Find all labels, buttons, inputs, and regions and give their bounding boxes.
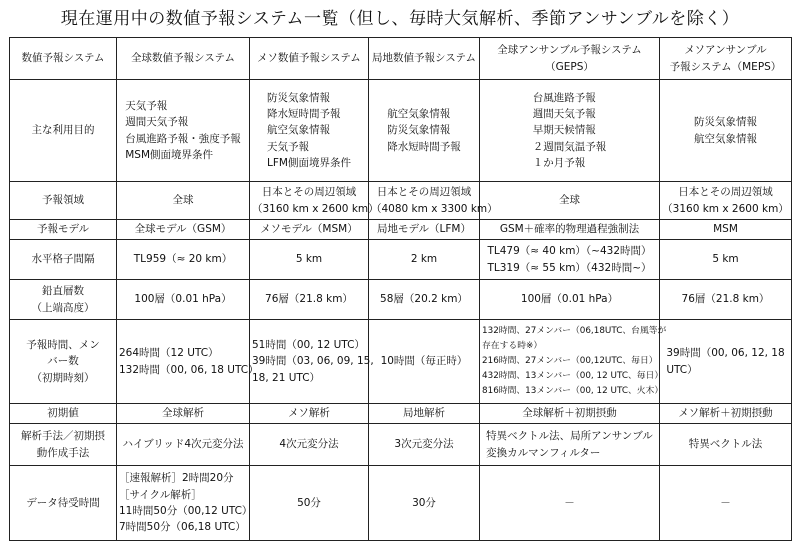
- cell-line: 全球モデル（GSM）: [134, 223, 232, 236]
- cell-line: 予報モデル: [37, 223, 89, 236]
- cell-wait-geps: [480, 466, 660, 541]
- cell-line: データ待受時間: [26, 496, 100, 509]
- cell-line: 76層（21.8 km）: [681, 293, 770, 306]
- cell-lines: [666, 345, 784, 378]
- cell-line: 台風進路予報・強度予報: [125, 132, 241, 145]
- cell-line: 5 km: [295, 253, 323, 266]
- header-gsm: [117, 38, 250, 80]
- cell-line: 日本とその周辺領域: [261, 186, 357, 199]
- cell-grid-gsm: [117, 240, 250, 280]
- header-msm: [250, 38, 369, 80]
- header-geps: [480, 38, 660, 80]
- cell-line: （3160 km x 2600 km）: [662, 202, 789, 215]
- table-row: [10, 404, 792, 424]
- cell-lines: [387, 106, 461, 155]
- cell-line: （上端高度）: [31, 301, 95, 314]
- cell-line: 39時間（00, 06, 12, 18: [666, 347, 785, 360]
- cell-line: 局地モデル（LFM）: [377, 223, 471, 236]
- cell-line: ２週間気温予報: [532, 140, 607, 153]
- row-label-time: [10, 320, 117, 404]
- table-row: [10, 466, 792, 541]
- cell-line: UTC）: [666, 363, 698, 376]
- cell-usage-lfm: [369, 80, 480, 182]
- cell-line: メソ解析: [288, 407, 330, 420]
- cell-line: 76層（21.8 km）: [265, 293, 353, 306]
- cell-time-lfm: [369, 320, 480, 404]
- cell-line: 特異ベクトル法、局所アンサンブル: [486, 430, 653, 443]
- table-row: [10, 424, 792, 466]
- cell-domain-msm: [250, 182, 379, 220]
- cell-line: 216時間、27メンバー（00,12UTC、毎日）: [482, 356, 658, 367]
- cell-lines: [119, 345, 259, 378]
- cell-line: ハイブリッド4次元変分法: [122, 438, 244, 451]
- cell-usage-gsm: [117, 80, 250, 182]
- cell-init-gsm: [117, 404, 250, 424]
- cell-line: （初期時刻）: [31, 371, 95, 384]
- cell-model-lfm: [369, 220, 480, 240]
- cell-line: 2 km: [410, 253, 438, 266]
- header-system: [10, 38, 117, 80]
- cell-line: 58層（20.2 km）: [380, 293, 468, 306]
- cell-model-geps: [480, 220, 660, 240]
- table-row: [10, 240, 792, 280]
- cell-domain-gsm: [117, 182, 250, 220]
- cell-line: 防災気象情報: [387, 124, 451, 137]
- row-label-wait: [10, 466, 117, 541]
- cell-line: MSM側面境界条件: [125, 148, 214, 161]
- cell-line: 30分: [412, 496, 436, 509]
- cell-lines: [533, 90, 607, 171]
- cell-levels-geps: [480, 280, 660, 320]
- cell-line: 降水短時間予報: [267, 108, 341, 121]
- header-row: [10, 38, 792, 80]
- cell-lines: [125, 98, 241, 163]
- cell-line: 3次元変分法: [394, 438, 454, 451]
- cell-lines: [694, 114, 757, 147]
- cell-line: 50分: [297, 496, 321, 509]
- cell-line: 432時間、13メンバー（00, 12 UTC、毎日）: [482, 370, 664, 381]
- cell-line: LFM側面境界条件: [267, 156, 351, 169]
- table-row: [10, 280, 792, 320]
- cell-line: 100層（0.01 hPa）: [520, 293, 619, 306]
- cell-line: 数値予報システム: [21, 52, 105, 65]
- cell-lines: [267, 90, 351, 171]
- cell-line: 39時間（03, 06, 09, 15,: [252, 355, 374, 368]
- cell-line: メソ数値予報システム: [257, 52, 361, 65]
- cell-usage-meps: [660, 80, 792, 182]
- row-label-usage: [10, 80, 117, 182]
- cell-line: 航空気象情報: [694, 132, 757, 145]
- cell-init-msm: [250, 404, 369, 424]
- cell-line: 防災気象情報: [267, 91, 331, 104]
- cell-lines: [486, 428, 653, 461]
- cell-line: 51時間（00, 12 UTC）: [252, 339, 365, 352]
- cell-levels-msm: [250, 280, 369, 320]
- cell-line: 航空気象情報: [267, 124, 331, 137]
- cell-line: 7時間50分（06,18 UTC）: [119, 521, 246, 534]
- cell-line: 鉛直層数: [42, 285, 84, 298]
- cell-line: GSM＋確率的物理過程強制法: [499, 223, 640, 236]
- cell-lines: [119, 470, 252, 535]
- cell-line: （4080 km x 3300 km）: [371, 202, 498, 215]
- cell-line: 早期天候情報: [532, 124, 596, 137]
- cell-line: 予報システム（MEPS）: [669, 60, 782, 73]
- row-label-domain: [10, 182, 117, 220]
- cell-line: 264時間（12 UTC）: [119, 347, 219, 360]
- cell-levels-lfm: [369, 280, 480, 320]
- cell-time-geps: [480, 320, 667, 404]
- cell-line: 予報時間、メン: [26, 339, 100, 352]
- cell-line: 4次元変分法: [279, 438, 339, 451]
- cell-line: 816時間、13メンバー（00, 12 UTC、火木）: [482, 385, 664, 396]
- cell-method-gsm: [117, 424, 250, 466]
- cell-wait-meps: [660, 466, 792, 541]
- cell-line: １か月予報: [532, 156, 586, 169]
- page-title: 現在運用中の数値予報システム一覧（但し、毎時大気解析、季節アンサンブルを除く）: [60, 9, 740, 29]
- cell-line: 全球: [559, 194, 580, 207]
- cell-model-msm: [250, 220, 369, 240]
- cell-time-gsm: [117, 320, 259, 404]
- cell-line: 全球: [172, 194, 194, 207]
- cell-wait-lfm: [369, 466, 480, 541]
- cell-line: －: [564, 496, 575, 509]
- cell-method-geps: [480, 424, 660, 466]
- cell-model-gsm: [117, 220, 250, 240]
- header-lfm: [369, 38, 480, 80]
- cell-line: 局地数値予報システム: [372, 52, 476, 65]
- cell-line: 132時間、27メンバー（06,18UTC、台風等が: [482, 326, 667, 337]
- cell-line: 11時間50分（00,12 UTC）: [119, 505, 253, 517]
- cell-line: ［速報解析］2時間20分: [119, 472, 234, 485]
- cell-time-meps: [660, 320, 792, 404]
- cell-line: 天気予報: [125, 99, 168, 112]
- row-label-model: [10, 220, 117, 240]
- cell-levels-gsm: [117, 280, 250, 320]
- cell-line: （3160 km x 2600 km）: [252, 202, 379, 215]
- cell-line: ［サイクル解析］: [119, 488, 202, 501]
- cell-line: 防災気象情報: [694, 116, 757, 129]
- cell-line: 予報領域: [42, 194, 84, 207]
- cell-init-lfm: [369, 404, 480, 424]
- cell-grid-lfm: [369, 240, 480, 280]
- cell-line: 局地解析: [403, 407, 445, 420]
- table-row: [10, 182, 792, 220]
- cell-model-meps: [660, 220, 792, 240]
- cell-line: 全球解析＋初期摂動: [522, 407, 617, 420]
- cell-line: 存在する時※）: [482, 341, 543, 352]
- cell-line: （GEPS）: [545, 60, 594, 73]
- cell-line: 日本とその周辺領域: [376, 186, 472, 199]
- cell-line: 全球数値予報システム: [131, 52, 235, 65]
- cell-line: 特異ベクトル法: [688, 438, 763, 451]
- cell-method-lfm: [369, 424, 480, 466]
- cell-lines: [487, 243, 651, 276]
- cell-line: 天気予報: [267, 140, 310, 153]
- cell-line: 100層（0.01 hPa）: [134, 293, 232, 306]
- row-label-init: [10, 404, 117, 424]
- table-row: [10, 320, 792, 404]
- cell-line: MSM: [713, 223, 738, 236]
- cell-line: 全球アンサンブル予報システム: [497, 44, 642, 57]
- cell-line: 変換カルマンフィルター: [486, 446, 601, 459]
- cell-usage-msm: [250, 80, 369, 182]
- cell-line: 航空気象情報: [387, 108, 451, 121]
- cell-line: 5 km: [712, 253, 739, 266]
- cell-levels-meps: [660, 280, 792, 320]
- nwp-systems-table: [9, 37, 792, 541]
- cell-line: メソ解析＋初期摂動: [678, 407, 773, 420]
- cell-domain-geps: [480, 182, 660, 220]
- cell-init-geps: [480, 404, 660, 424]
- cell-line: 18, 21 UTC）: [252, 371, 321, 384]
- cell-line: メソアンサンブル: [684, 44, 767, 57]
- cell-line: バー数: [47, 355, 79, 368]
- cell-wait-gsm: [117, 466, 253, 541]
- cell-line: －: [720, 496, 731, 509]
- cell-grid-meps: [660, 240, 792, 280]
- table-row: [10, 220, 792, 240]
- cell-line: 解析手法／初期摂: [21, 430, 105, 443]
- cell-line: 週間天気予報: [125, 116, 189, 129]
- cell-line: 水平格子間隔: [31, 253, 95, 266]
- cell-line: 全球解析: [162, 407, 204, 420]
- cell-line: 10時間（毎正時）: [380, 355, 468, 368]
- cell-grid-geps: [480, 240, 660, 280]
- table-row: [10, 80, 792, 182]
- cell-line: 132時間（00, 06, 18 UTC）: [119, 363, 259, 376]
- cell-time-msm: [250, 320, 374, 404]
- cell-line: 動作成手法: [36, 446, 90, 459]
- cell-domain-meps: [660, 182, 792, 220]
- cell-line: TL479（≈ 40 km）（~432時間）: [487, 245, 652, 258]
- cell-usage-geps: [480, 80, 660, 182]
- cell-init-meps: [660, 404, 792, 424]
- cell-grid-msm: [250, 240, 369, 280]
- cell-line: メソモデル（MSM）: [260, 223, 358, 236]
- cell-line: TL959（≈ 20 km）: [133, 253, 233, 266]
- header-meps: [660, 38, 792, 80]
- cell-line: 日本とその周辺領域: [678, 186, 773, 199]
- cell-lines: [252, 337, 374, 386]
- cell-line: 主な利用目的: [31, 124, 95, 137]
- cell-line: 台風進路予報: [532, 91, 596, 104]
- row-label-levels: [10, 280, 117, 320]
- cell-method-meps: [660, 424, 792, 466]
- row-label-grid: [10, 240, 117, 280]
- cell-line: 降水短時間予報: [387, 140, 461, 153]
- cell-line: 初期値: [47, 407, 79, 420]
- cell-method-msm: [250, 424, 369, 466]
- cell-domain-lfm: [369, 182, 498, 220]
- cell-line: TL319（≈ 55 km）（432時間~）: [487, 261, 652, 274]
- cell-line: 週間天気予報: [532, 108, 596, 121]
- cell-wait-msm: [250, 466, 369, 541]
- row-label-method: [10, 424, 117, 466]
